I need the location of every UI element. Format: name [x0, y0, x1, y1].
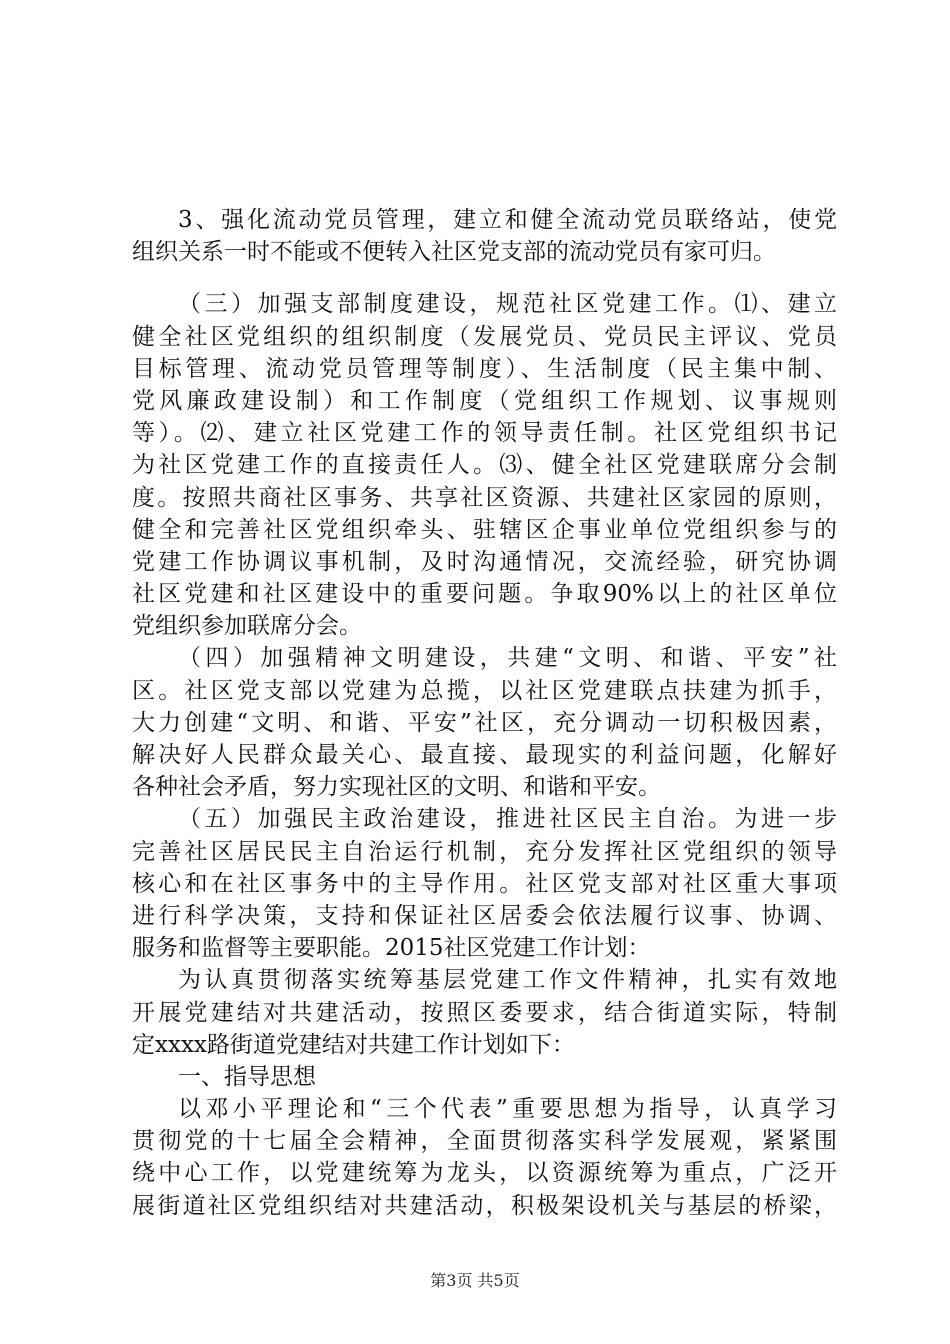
text-line: 定xxxx路街道党建结对共建工作计划如下：: [132, 1031, 575, 1058]
text-line: （五）加强民主政治建设，推进社区民主自治。为进一步: [178, 806, 837, 833]
text-line: 党建工作协调议事机制，及时沟通情况，交流经验，研究协调: [132, 548, 837, 575]
text-line: 进行科学决策，支持和保证社区居委会依法履行议事、协调、: [132, 902, 837, 929]
text-line: 各种社会矛盾，努力实现社区的文明、和谐和平安。: [132, 774, 661, 801]
text-line: 目标管理、流动党员管理等制度）、生活制度（民主集中制、: [132, 355, 837, 382]
text-line: 为认真贯彻落实统筹基层党建工作文件精神，扎实有效地: [178, 967, 837, 994]
text-line: 度。按照共商社区事务、共享社区资源、共建社区家园的原则，: [132, 484, 837, 511]
text-line: 等）。⑵、建立社区党建工作的领导责任制。社区党组织书记: [132, 420, 837, 447]
text-line: （四）加强精神文明建设，共建“文明、和谐、平安”社: [178, 645, 837, 672]
text-line: 开展党建结对共建活动，按照区委要求，结合街道实际，特制: [132, 999, 837, 1026]
paragraph-branch-system: [132, 288, 837, 642]
text-line: 解决好人民群众最关心、最直接、最现实的利益问题，化解好: [132, 742, 837, 768]
text-line: 核心和在社区事务中的主导作用。社区党支部对社区重大事项: [132, 870, 837, 897]
text-line: 党风廉政建设制）和工作制度（党组织工作规划、议事规则: [132, 387, 837, 414]
paragraph-spiritual-civilization: [132, 642, 837, 803]
paragraph-mobile-members: [132, 204, 837, 268]
paragraph-gap: [132, 268, 837, 288]
text-line: 大力创建“文明、和谐、平安”社区，充分调动一切积极因素，: [132, 709, 837, 736]
paragraph-guiding-ideology: [132, 1093, 837, 1222]
text-line: 社区党建和社区建设中的重要问题。争取90%以上的社区单位: [132, 581, 837, 608]
section-heading: 一、指导思想: [178, 1063, 316, 1090]
text-line: 绕中心工作，以党建统筹为龙头，以资源统筹为重点，广泛开: [132, 1160, 837, 1187]
text-line: 以邓小平理论和“三个代表”重要思想为指导，认真学习: [178, 1096, 837, 1123]
text-line: 贯彻党的十七届全会精神，全面贯彻落实科学发展观，紧紧围: [132, 1128, 837, 1155]
text-line: 健全和完善社区党组织牵头、驻辖区企事业单位党组织参与的: [132, 516, 837, 543]
text-line: 党组织参加联席分会。: [132, 613, 362, 640]
text-line: 展街道社区党组织结对共建活动，积极架设机关与基层的桥梁，: [132, 1192, 837, 1219]
text-line: 健全社区党组织的组织制度（发展党员、党员民主评议、党员: [132, 323, 837, 350]
text-line: 完善社区居民民主自治运行机制，充分发挥社区党组织的领导: [132, 838, 837, 865]
document-body: [132, 204, 837, 1222]
text-line: 为社区党建工作的直接责任人。⑶、健全社区党建联席分会制: [132, 452, 837, 479]
text-line: 组织关系一时不能或不便转入社区党支部的流动党员有家可归。: [132, 239, 776, 266]
paragraph-democratic-politics: [132, 803, 837, 964]
text-line: 3、强化流动党员管理，建立和健全流动党员联络站，使党: [178, 207, 837, 233]
text-line: （三）加强支部制度建设，规范社区党建工作。⑴、建立: [178, 291, 837, 318]
text-line: 服务和监督等主要职能。2015社区党建工作计划：: [132, 935, 651, 962]
page-number-footer: 第3页 共5页: [430, 1271, 520, 1290]
text-line: 区。社区党支部以党建为总揽，以社区党建联点扶建为抓手，: [132, 677, 837, 704]
paragraph-plan-intro: [132, 964, 837, 1061]
